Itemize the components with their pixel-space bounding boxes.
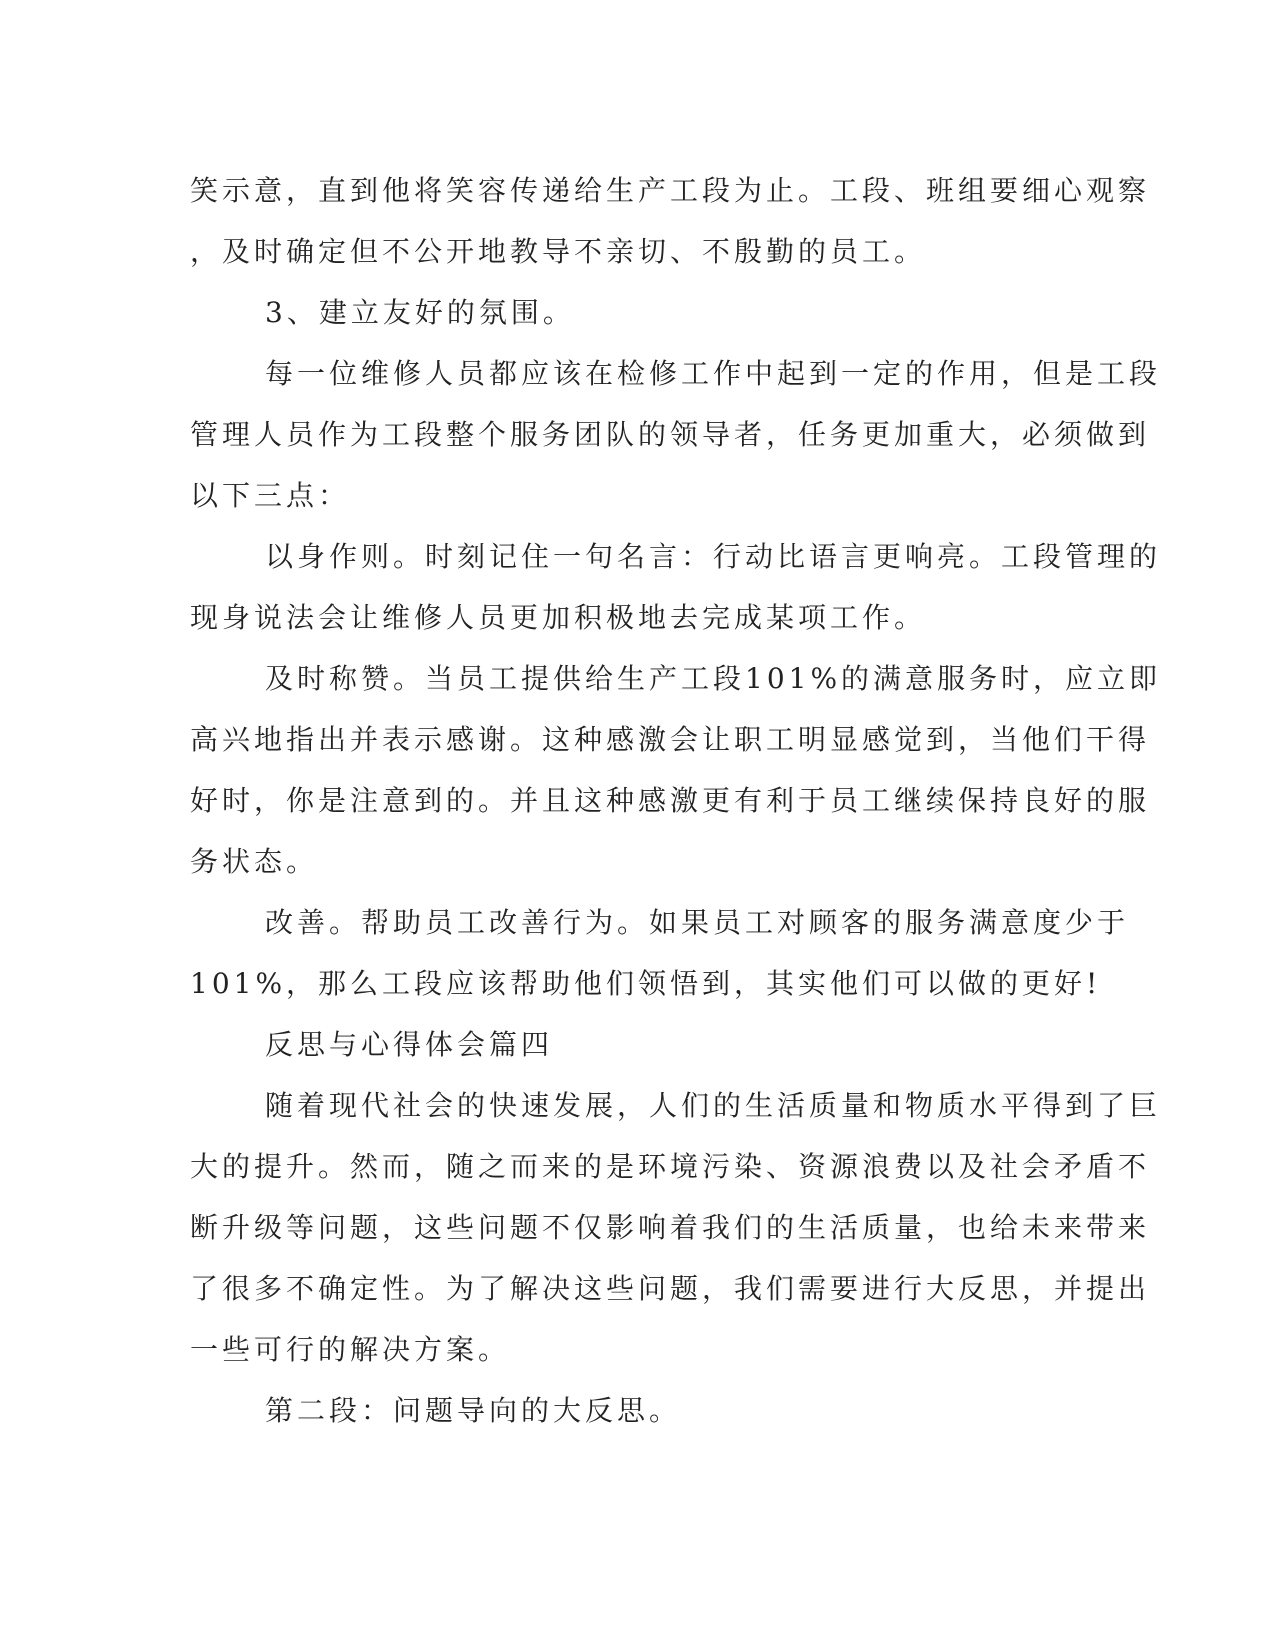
text-line: 高兴地指出并表示感谢。这种感激会让职工明显感觉到，当他们干得 — [190, 723, 1151, 756]
text-line: 笑示意，直到他将笑容传递给生产工段为止。工段、班组要细心观察 — [190, 174, 1151, 207]
section-heading: 反思与心得体会篇四 — [265, 1028, 554, 1061]
text-line: 现身说法会让维修人员更加积极地去完成某项工作。 — [190, 601, 927, 634]
text-line: 务状态。 — [190, 845, 319, 878]
list-item-heading: 3、建立友好的氛围。 — [265, 296, 575, 329]
text-line: 了很多不确定性。为了解决这些问题，我们需要进行大反思，并提出 — [190, 1272, 1151, 1305]
paragraph-start-line: 每一位维修人员都应该在检修工作中起到一定的作用，但是工段 — [265, 357, 1162, 390]
text-line: 管理人员作为工段整个服务团队的领导者，任务更加重大，必须做到 — [190, 418, 1151, 451]
paragraph-start-line: 以身作则。时刻记住一句名言：行动比语言更响亮。工段管理的 — [265, 540, 1162, 573]
text-line: 以下三点： — [190, 479, 351, 512]
text-line: ，及时确定但不公开地教导不亲切、不殷勤的员工。 — [190, 235, 927, 268]
paragraph-start-line: 随着现代社会的快速发展，人们的生活质量和物质水平得到了巨 — [265, 1089, 1162, 1122]
subsection-heading: 第二段：问题导向的大反思。 — [265, 1394, 682, 1427]
text-line: 大的提升。然而，随之而来的是环境污染、资源浪费以及社会矛盾不 — [190, 1150, 1151, 1183]
document-body — [190, 160, 1162, 1441]
text-line: 断升级等问题，这些问题不仅影响着我们的生活质量，也给未来带来 — [190, 1211, 1151, 1244]
text-line: 好时，你是注意到的。并且这种感激更有利于员工继续保持良好的服 — [190, 784, 1151, 817]
text-line: 一些可行的解决方案。 — [190, 1333, 511, 1366]
paragraph-start-line: 及时称赞。当员工提供给生产工段101%的满意服务时，应立即 — [265, 662, 1162, 695]
paragraph-start-line: 改善。帮助员工改善行为。如果员工对顾客的服务满意度少于 — [265, 906, 1130, 939]
text-line: 101%，那么工段应该帮助他们领悟到，其实他们可以做的更好! — [190, 967, 1102, 1000]
